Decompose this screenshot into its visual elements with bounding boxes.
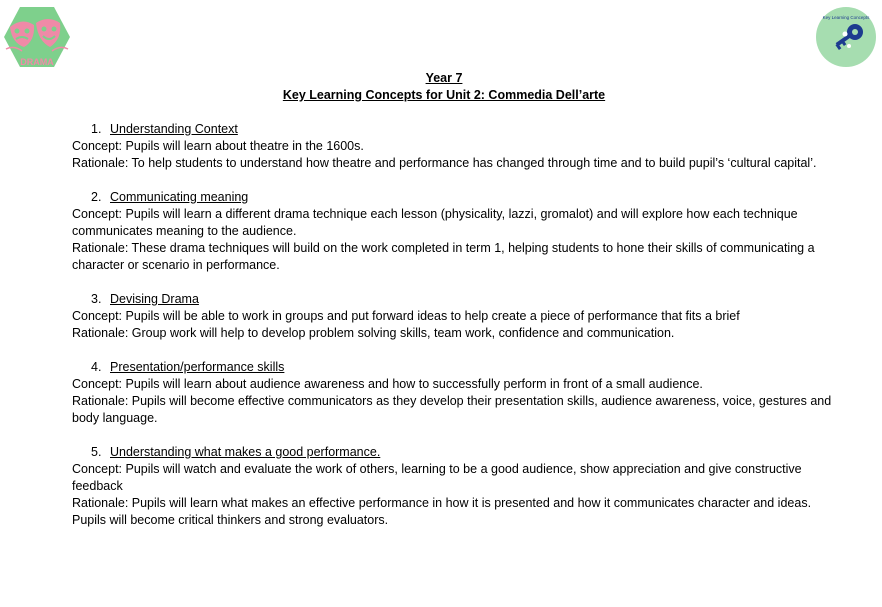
section-heading [72,444,832,461]
drama-logo [2,5,72,69]
concept-section [72,189,832,274]
section-heading-text: Understanding what makes a good performance. [110,445,381,459]
section-number: 4. [91,360,102,374]
concept-line: Concept: Pupils will learn about theatre in the 1600s. [72,139,364,153]
concept-section [72,359,832,427]
section-heading-text: Devising Drama [110,292,199,306]
section-number: 2. [91,190,102,204]
rationale-line: Rationale: These drama techniques will build on the work completed in term 1, helping students to hone their skills of communicating a character or scenario in performance. [72,241,815,272]
concept-line: Concept: Pupils will learn about audience awareness and how to successfully perform in front of a small audience. [72,377,703,391]
year-title: Year 7 [425,71,463,85]
section-heading-text: Understanding Context [110,122,238,136]
section-number: 5. [91,445,102,459]
key-icon [815,6,877,68]
concept-section [72,291,832,342]
concepts-list [72,121,832,546]
concept-line: Concept: Pupils will be able to work in groups and put forward ideas to help create a piece of performance that fits a brief [72,309,740,323]
section-heading [72,359,832,376]
section-heading [72,291,832,308]
key-learning-logo [815,6,877,68]
rationale-line: Rationale: Pupils will become effective communicators as they develop their presentation skills, audience awareness, voice, gestures and body language. [72,394,832,425]
svg-text:DRAMA: DRAMA [20,57,54,67]
drama-masks-icon [2,5,72,69]
unit-title: Key Learning Concepts for Unit 2: Commedia Dell’arte [282,88,606,102]
document-header [0,70,882,104]
concept-section [72,121,832,172]
rationale-line: Rationale: Group work will help to develop problem solving skills, team work, confidence and communication. [72,326,675,340]
section-number: 1. [91,122,102,136]
section-number: 3. [91,292,102,306]
concept-line: Concept: Pupils will learn a different drama technique each lesson (physicality, lazzi, gromalot) and will explore how each technique communicates meaning to the audience. [72,207,798,238]
svg-text:Key Learning Concepts: Key Learning Concepts [822,15,870,20]
concept-line: Concept: Pupils will watch and evaluate the work of others, learning to be a good audience, show appreciation and give constructive feedback [72,462,802,493]
section-heading [72,189,832,206]
section-heading-text: Communicating meaning [110,190,249,204]
concept-section [72,444,832,529]
rationale-line: Rationale: To help students to understand how theatre and performance has changed through time and to build pupil’s ‘cultural capital’. [72,156,817,170]
section-heading [72,121,832,138]
rationale-line: Rationale: Pupils will learn what makes an effective performance in how it is presented and how it communicates character and ideas. Pupils will become critical thinkers and strong evaluators. [72,496,812,527]
section-heading-text: Presentation/performance skills [110,360,285,374]
